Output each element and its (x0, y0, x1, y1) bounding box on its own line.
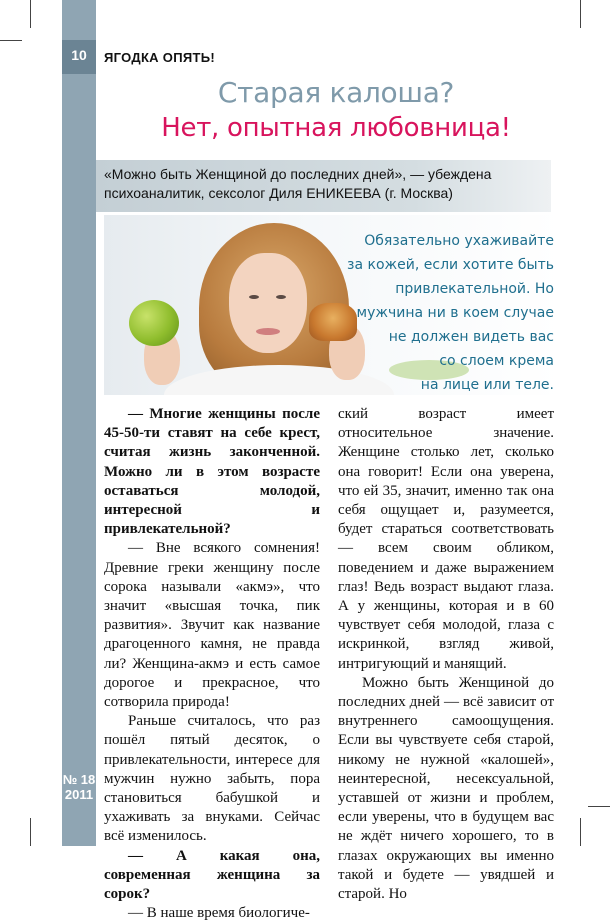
article-paragraph: Раньше считалось, что раз пошёл пятый десяток, о привлекательности, интересе для мужчин нужно забыть, пора становиться бабушкой и ухаживать за внуками. Сейчас всё изменилось. (104, 713, 320, 845)
issue-year-line: 2011 (64, 787, 94, 802)
article-lead: «Можно быть Женщиной до последних дней», — убеждена психоаналитик, сексолог Диля ЕНИКЕЕВА (г. Москва) (104, 166, 492, 201)
callout-line: не должен видеть вас (388, 329, 554, 345)
issue-number-line: № 18 (62, 772, 96, 787)
woman-face-illustration (229, 253, 307, 353)
callout-line: на лице или теле. (420, 377, 554, 393)
left-eye-illustration (249, 295, 259, 299)
lips-illustration (256, 328, 280, 335)
callout-line: со слоем крема (439, 353, 554, 369)
crop-mark-left-top (0, 40, 22, 41)
article-paragraph: ский возраст имеет относительное значение. Женщине столько лет, сколько она говорит! Если она уверена, что ей 35, значит, именно так она себя ощущает и, разумеется, будет стараться соответствовать — всем своим обликом, поведением и даже выражением глаз! Ведь возраст выдают глаза. А у женщины, которая и в 60 чувствует себя молодой, глаза с искринкой, взгляд живой, интригующий и манящий. (338, 406, 554, 672)
article-column-2 (338, 405, 554, 904)
article-column-1 (104, 405, 320, 923)
page-number: 10 (71, 47, 87, 63)
callout-line: привлекательной. Но (395, 281, 554, 297)
green-apple-illustration (129, 300, 179, 346)
headline-line-1: Старая калоша? (217, 76, 455, 109)
page-sidebar (62, 0, 96, 846)
article-photo (104, 215, 560, 395)
crop-mark-top-right (580, 0, 581, 28)
interview-answer: — Вне всякого сомнения! Древние греки женщину после сорока называли «акмэ», что значит «высшая точка, пик развития». Звучит как название драгоценного камня, не правда ли? Женщина-акмэ и есть самое дорогое и прекрасное, что сотворила природа! (104, 540, 320, 711)
headline-line-2: Нет, опытная любовница! (161, 113, 511, 143)
section-rubric: ЯГОДКА ОПЯТЬ! (104, 50, 215, 65)
callout-line: мужчина ни в коем случае (356, 305, 554, 321)
crop-mark-bottom-right (580, 818, 581, 846)
right-eye-illustration (276, 295, 286, 299)
callout-line: за кожей, если хотите быть (347, 257, 554, 273)
interview-question: — А какая она, современная женщина за сорок? (104, 847, 320, 903)
crop-mark-top-left (30, 0, 31, 28)
callout-line: Обязательно ухаживайте (364, 233, 554, 249)
issue-number (62, 772, 96, 802)
crop-mark-bottom-left (30, 818, 31, 846)
crop-mark-right-bottom (588, 806, 610, 807)
interview-answer: — В наше время биологиче- (128, 905, 310, 922)
photo-callout (314, 229, 554, 395)
article-paragraph: Можно быть Женщиной до последних дней — всё зависит от внутреннего самоощущения. Если вы чувствуете себя старой, никому не нужной «калошей», неинтересной, несексуальной, уставшей от жизни и проблем, если уверены, что в будущем вас не ждёт ничего хорошего, то в глазах окружающих вы именно такой и будете — увядшей и старой. Но (338, 674, 554, 903)
interview-question: — Многие женщины после 45-50-ти ставят на себе крест, считая жизнь законченной. Можно ли в этом возрасте оставаться молодой, интересной и привлекательной? (104, 406, 320, 538)
